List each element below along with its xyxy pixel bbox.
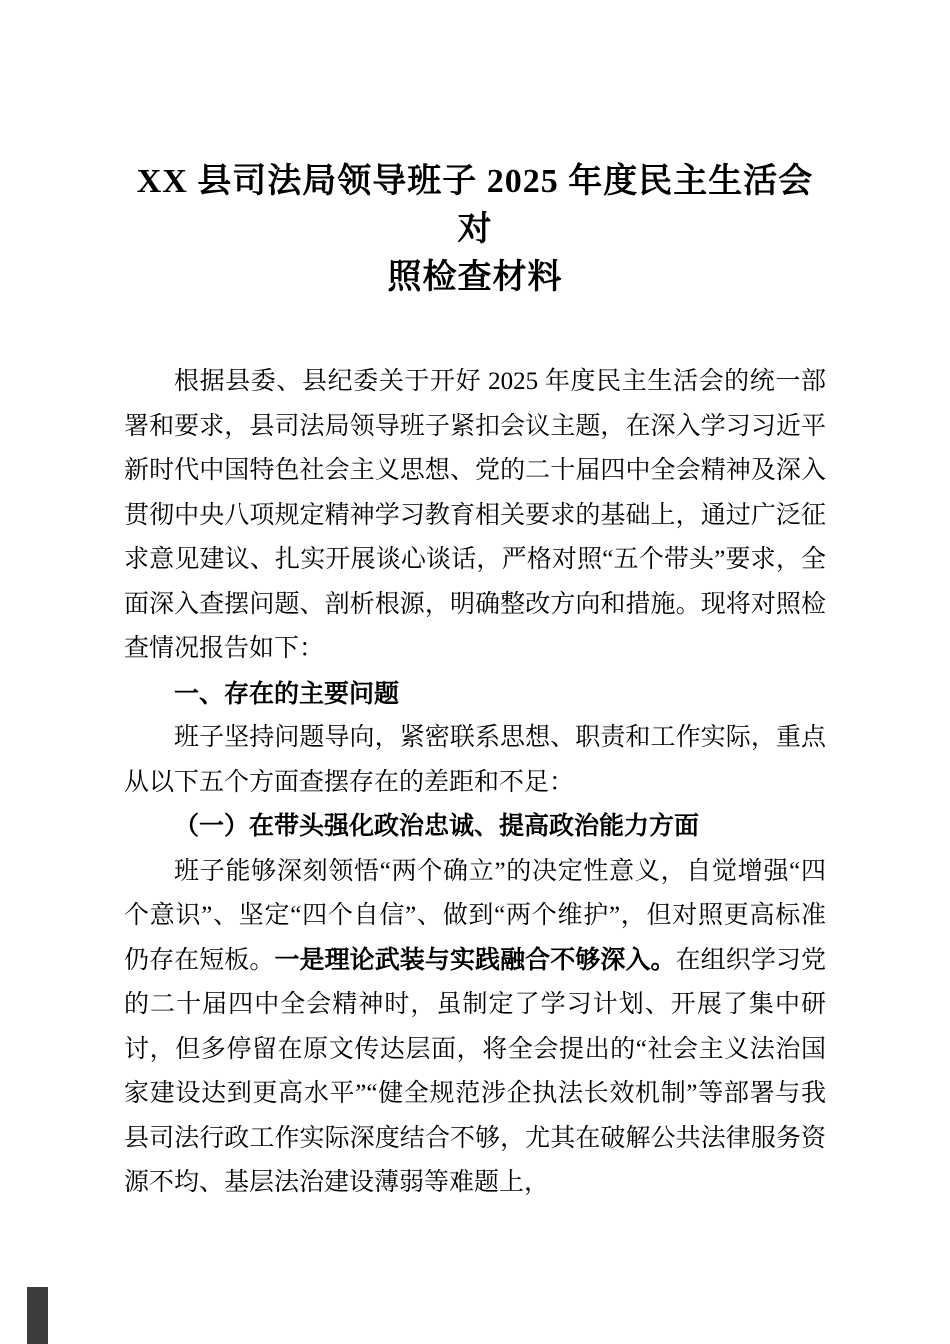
paragraph-detail bbox=[124, 850, 826, 1206]
section-heading-main-problems: 一、存在的主要问题 bbox=[174, 679, 400, 708]
corner-artifact bbox=[27, 1287, 48, 1344]
paragraph-overview: 班子坚持问题导向，紧密联系思想、职责和工作实际，重点从以下五个方面查摆存在的差距和不足： bbox=[124, 724, 826, 796]
paragraph-detail-run-2-bold: 一是理论武装与实践融合不够深入。 bbox=[274, 946, 676, 974]
document-title bbox=[124, 158, 826, 302]
document-title-line1: XX 县司法局领导班子 2025 年度民主生活会对 bbox=[136, 163, 814, 248]
paragraph-detail-run-3: 在组织学习党的二十届四中全会精神时，虽制定了学习计划、开展了集中研讨，但多停留在原文传达层面，将全会提出的“社会主义法治国家建设达到更高水平”“健全规范涉企执法长效机制”等部署与我县司法行政工作实际深度结合不够，尤其在破解公共法律服务资源不均、基层法治建设薄弱等难题上， bbox=[124, 946, 826, 1196]
paragraph-intro: 根据县委、县纪委关于开好 2025 年度民主生活会的统一部署和要求，县司法局领导班子紧扣会议主题，在深入学习习近平新时代中国特色社会主义思想、党的二十届四中全会精神及深入贯彻中央八项规定精神学习教育相关要求的基础上，通过广泛征求意见建议、扎实开展谈心谈话，严格对照“五个带头”要求，全面深入查摆问题、剖析根源，明确整改方向和措施。现将对照检查情况报告如下： bbox=[124, 368, 826, 662]
subsection-heading-political-loyalty: （一）在带头强化政治忠诚、提高政治能力方面 bbox=[174, 813, 700, 840]
paragraph-detail-run-1: 班子能够深刻领悟“两个确立”的决定性意义，自觉增强“四个意识”、坚定“四个自信”、做到“两个维护”，但对照更高标准仍存在短板。 bbox=[124, 857, 826, 974]
document-title-line2: 照检查材料 bbox=[387, 259, 563, 296]
